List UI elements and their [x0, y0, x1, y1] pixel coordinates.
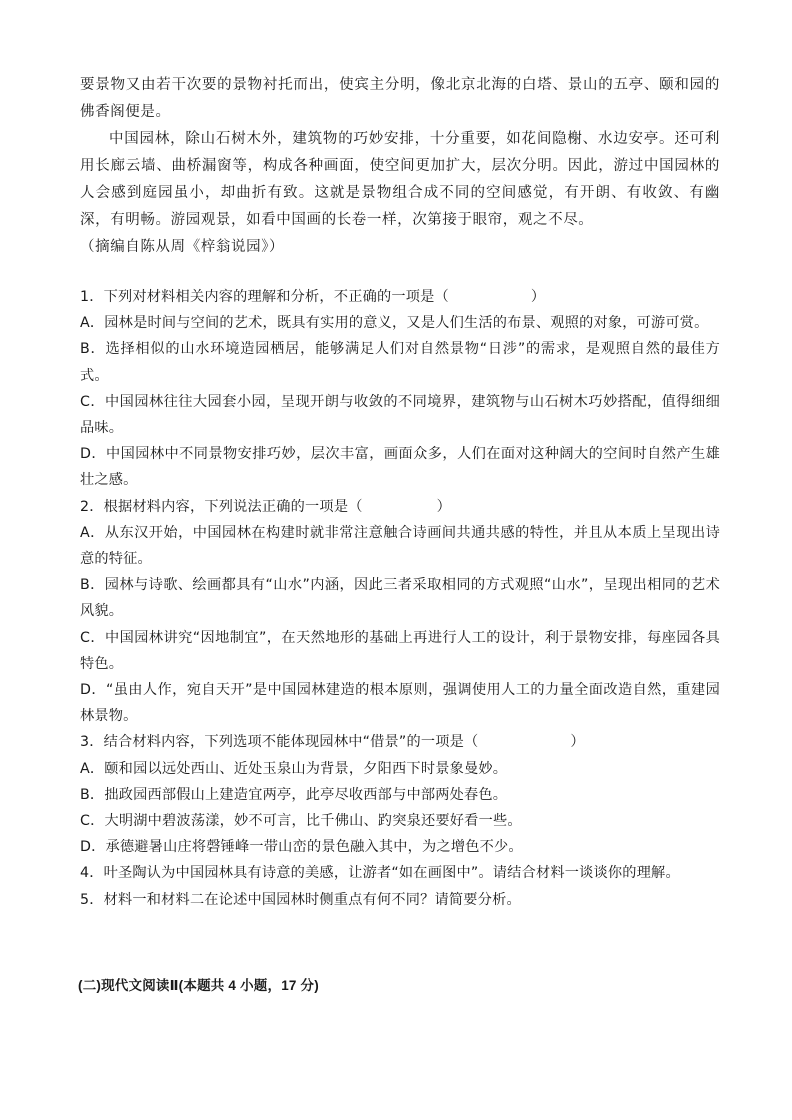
question-stem	[80, 284, 720, 310]
option-b: B．拙政园西部假山上建造宜两亭，此亭尽收西部与中部两处春色。	[80, 786, 508, 803]
option-d: D．“虽由人作，宛自天开”是中国园林建造的根本原则，强调使用人工的力量全面改造自然，重建园林景物。	[80, 682, 720, 725]
option-c: C．大明湖中碧波荡漾，妙不可言，比千佛山、趵突泉还要好看一些。	[80, 813, 522, 830]
question-stem: 5．材料一和材料二在论述中国园林时侧重点有何不同？请简要分析。	[80, 891, 521, 908]
option-a: A．从东汉开始，中国园林在构建时就非常注意触合诗画间共通共感的特性，并且从本质上呈现出诗意的特征。	[80, 524, 720, 568]
reading-passage	[80, 72, 720, 261]
question-stem-text: 1．下列对材料相关内容的理解和分析，不正确的一项是（	[80, 289, 449, 305]
question-stem-close: ）	[530, 289, 546, 305]
option-a: A．颐和园以远处西山、近处玉泉山为背景，夕阳西下时景象曼妙。	[80, 760, 508, 777]
question-stem-text: 2．根据材料内容，下列说法正确的一项是（	[80, 498, 363, 515]
question-stem-close: ）	[436, 498, 451, 515]
question-4	[80, 860, 720, 886]
option-d: D．承德避暑山庄将磬锤峰一带山峦的景色融入其中，为之增色不少。	[80, 839, 523, 856]
question-stem	[80, 494, 720, 520]
question-1	[80, 284, 720, 494]
question-stem	[80, 729, 720, 755]
question-stem-text: 3．结合材料内容，下列选项不能体现园林中“借景”的一项是（	[80, 734, 479, 751]
question-5	[80, 887, 720, 913]
passage-source: （摘编自陈从周《梓翁说园》）	[80, 239, 285, 255]
passage-paragraph-1: 要景物又由若干次要的景物衬托而出，使宾主分明，像北京北海的白塔、景山的五亭、颐和园的佛香阁便是。	[80, 77, 720, 120]
option-c: C．中国园林往往大园套小园，呈现开朗与收敛的不同境界，建筑物与山石树木巧妙搭配，值得细细品味。	[80, 393, 720, 437]
option-b: B．选择相似的山水环境造园栖居，能够满足人们对自然景物“日涉”的需求，是观照自然的最佳方式。	[80, 341, 720, 384]
option-c: C．中国园林讲究“因地制宜”，在天然地形的基础上再进行人工的设计，利于景物安排，每座园各具特色。	[80, 629, 720, 672]
question-list	[80, 284, 720, 913]
question-stem-close: ）	[570, 734, 585, 751]
section-heading: (二)现代文阅读Ⅱ(本题共 4 小题，17 分)	[78, 978, 319, 993]
option-d: D．中国园林中不同景物安排巧妙，层次丰富，画面众多，人们在面对这种阔大的空间时自然产生雄壮之感。	[80, 446, 720, 489]
option-b: B．园林与诗歌、绘画都具有“山水”内涵，因此三者采取相同的方式观照“山水”，呈现出相同的艺术风貌。	[80, 577, 720, 620]
question-2	[80, 494, 720, 730]
question-3	[80, 729, 720, 860]
question-stem: 4．叶圣陶认为中国园林具有诗意的美感，让游者“如在画图中”。请结合材料一谈谈你的理解。	[80, 865, 680, 882]
passage-paragraph-2: 中国园林，除山石树木外，建筑物的巧妙安排，十分重要，如花间隐榭、水边安亭。还可利用长廊云墙、曲桥漏窗等，构成各种画面，使空间更加扩大，层次分明。因此，游过中国园林的人会感到庭园虽小，却曲折有致。这就是景物组合成不同的空间感觉，有开朗、有收敛、有幽深，有明畅。游园观景，如看中国画的长卷一样，次第接于眼帘，观之不尽。	[80, 131, 720, 228]
option-a: A．园林是时间与空间的艺术，既具有实用的意义，又是人们生活的布景、观照的对象，可游可赏。	[80, 315, 709, 332]
